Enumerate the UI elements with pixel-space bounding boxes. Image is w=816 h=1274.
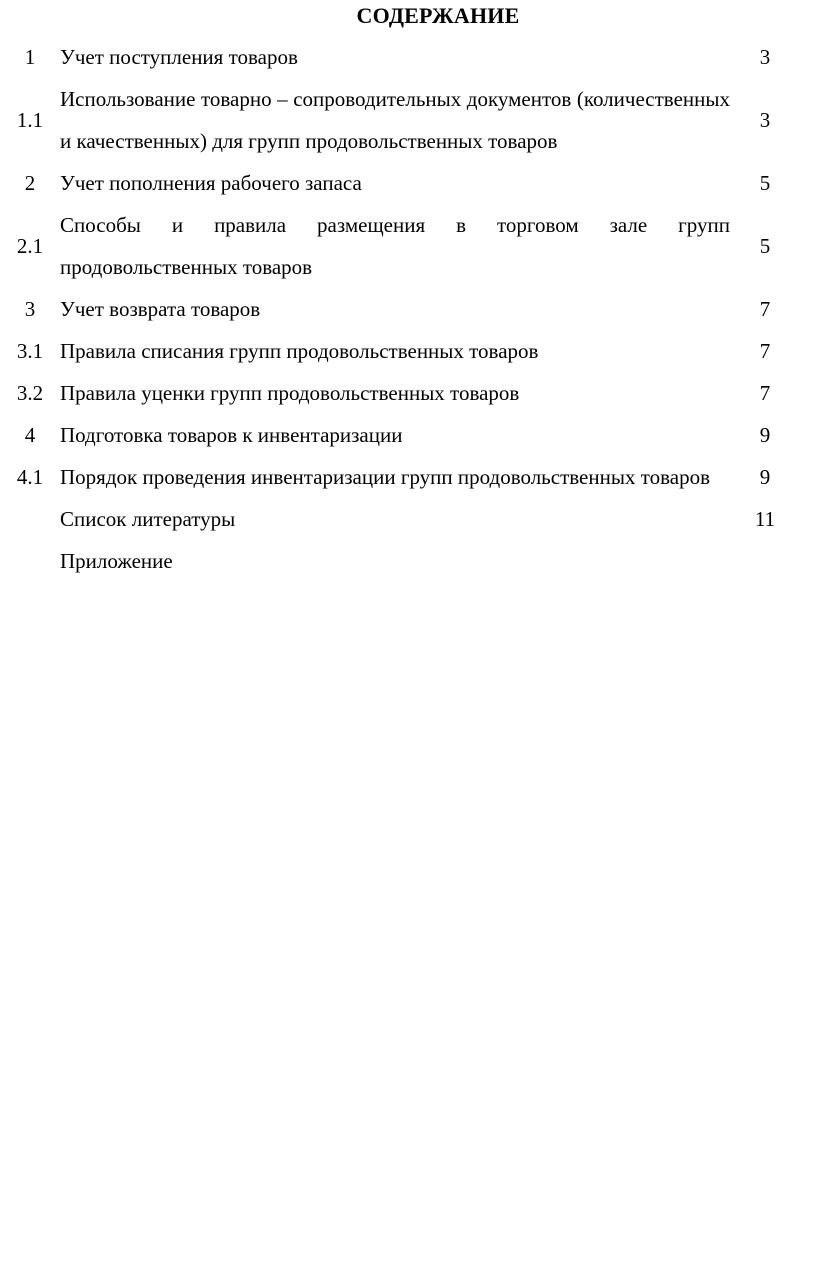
- entry-title: Использование товарно – сопроводительных документов (количественных и качественных) для групп продовольственных товаров: [60, 87, 730, 153]
- entry-page: 3: [759, 108, 771, 132]
- entry-title: Учет поступления товаров: [60, 45, 298, 69]
- entry-title: Порядок проведения инвентаризации групп продовольственных товаров: [60, 465, 710, 489]
- entry-title: Учет возврата товаров: [60, 297, 261, 321]
- entry-number: 1.1: [16, 108, 44, 132]
- toc-entry: [0, 204, 800, 288]
- entry-number: 1: [24, 45, 36, 69]
- toc-heading: СОДЕРЖАНИЕ: [356, 3, 520, 28]
- entry-page: 7: [759, 339, 771, 363]
- toc-entry: [0, 36, 800, 78]
- entry-number: [0, 540, 60, 582]
- toc-entry: [0, 456, 800, 498]
- toc-entry: [0, 330, 800, 372]
- toc-entry: [0, 78, 800, 162]
- toc-entry: [0, 372, 800, 414]
- toc-table: [0, 36, 800, 582]
- toc-entry: [0, 414, 800, 456]
- entry-number: [0, 498, 60, 540]
- entry-page: 11: [754, 507, 776, 531]
- entry-page: 5: [759, 234, 771, 258]
- entry-page: 7: [759, 297, 771, 321]
- entry-title: Учет пополнения рабочего запаса: [60, 171, 362, 195]
- entry-page: [730, 540, 800, 582]
- entry-title: Подготовка товаров к инвентаризации: [60, 423, 403, 447]
- entry-page: 7: [759, 381, 771, 405]
- entry-title: Приложение: [60, 549, 173, 573]
- entry-number: 3.1: [16, 339, 44, 363]
- entry-number: 4.1: [16, 465, 44, 489]
- toc-entry: [0, 288, 800, 330]
- entry-number: 3.2: [16, 381, 44, 405]
- toc-entry: [0, 162, 800, 204]
- entry-page: 5: [759, 171, 771, 195]
- entry-number: 2.1: [16, 234, 44, 258]
- entry-title: Правила уценки групп продовольственных товаров: [60, 381, 520, 405]
- toc-entry: [0, 498, 800, 540]
- entry-title: Способы и правила размещения в торговом зале групп продовольственных товаров: [60, 213, 730, 279]
- entry-number: 2: [24, 171, 36, 195]
- toc-entry: [0, 540, 800, 582]
- entry-page: 9: [759, 423, 771, 447]
- entry-title: Список литературы: [60, 507, 236, 531]
- entry-page: 9: [759, 465, 771, 489]
- entry-page: 3: [759, 45, 771, 69]
- entry-number: 3: [24, 297, 36, 321]
- entry-number: 4: [24, 423, 36, 447]
- entry-title: Правила списания групп продовольственных товаров: [60, 339, 539, 363]
